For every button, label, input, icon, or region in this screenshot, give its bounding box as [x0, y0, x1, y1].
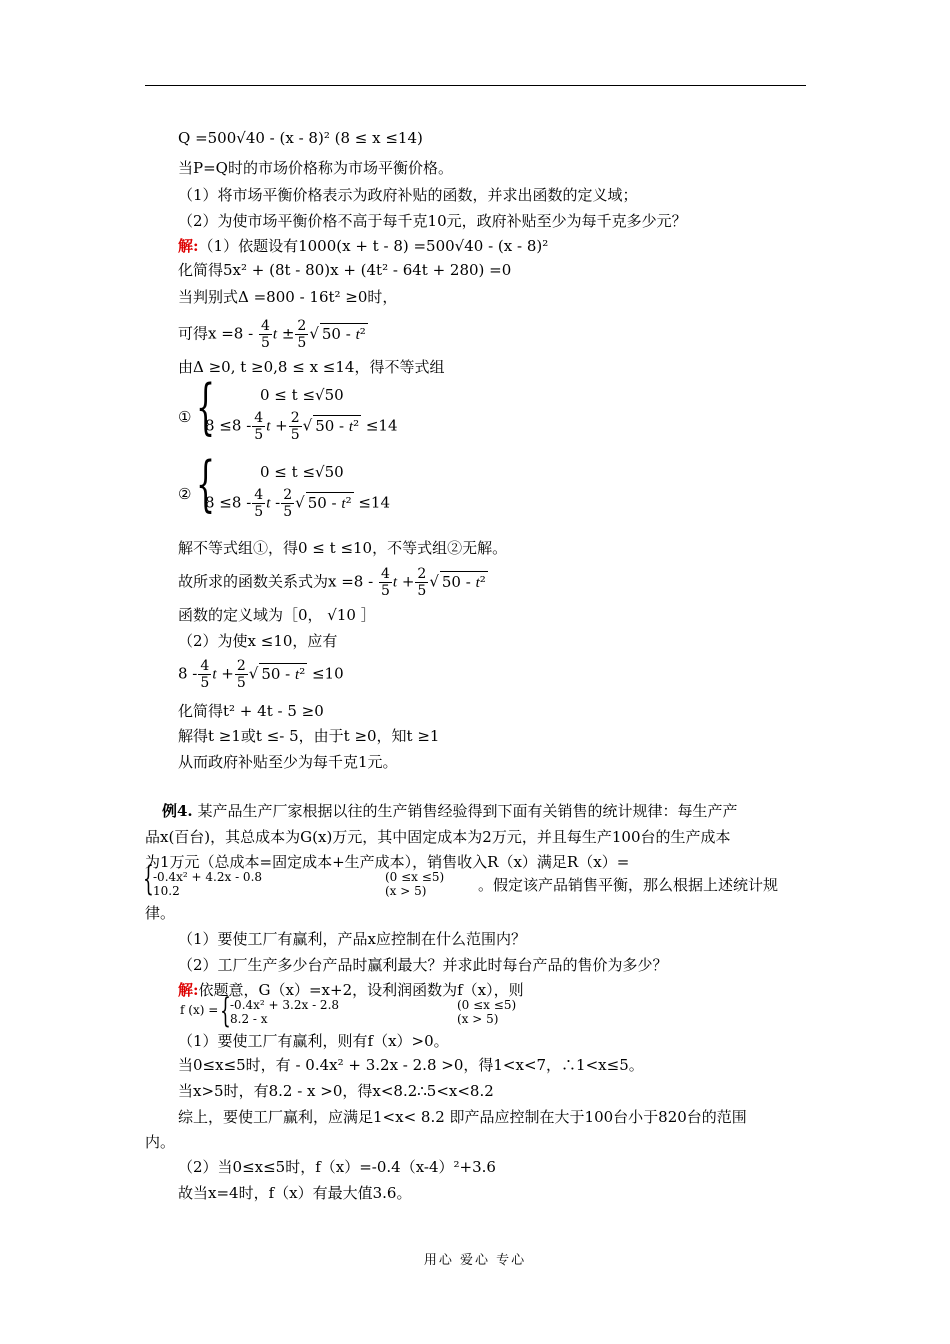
page-footer: 用心 爱心 专心 — [423, 1253, 527, 1268]
example-text: 某产品生产厂家根据以往的生产销售经验得到下面有关销售的统计规律：每生产产 — [197, 802, 738, 820]
answer-3: 当x>5时，有8.2 - x >0，得x<8.2∴5<x<8.2 — [178, 1082, 494, 1100]
brace-icon: { — [143, 859, 154, 899]
system-2-bottom: 8 ≤8 - $\frac{4}{5}$ t - $\frac{2}{5}$ √ 50 - t² ≤14 — [205, 487, 391, 520]
domain-line: 函数的定义域为［0， √10 ］ — [178, 606, 376, 624]
solution-label: 解: — [178, 237, 199, 255]
piecewise-f-2: 8.2 - x — [230, 1012, 268, 1026]
solve-x-prefix: 可得x =8 - — [178, 324, 254, 343]
system-1-label: ① — [178, 408, 192, 426]
system-1-top: 0 ≤ t ≤√50 — [260, 386, 344, 404]
answer-2: 当0≤x≤5时，有 - 0.4x² + 3.2x - 2.8 >0，得1<x<7，∴1<x≤5。 — [178, 1056, 644, 1074]
piecewise-r-cond-2: (x > 5) — [385, 884, 427, 898]
example-label: 例4. — [162, 802, 193, 820]
solve-t: 解得t ≥1或t ≤- 5，由于t ≥0，知t ≥1 — [178, 727, 440, 745]
example-4-line-5: 律。 — [145, 904, 176, 922]
simplify-line: 化简得5x² + (8t - 80)x + (4t² - 64t + 280) =0 — [178, 261, 512, 279]
example-4-line-1 — [162, 801, 737, 821]
piecewise-r-cond-1: (0 ≤x ≤5) — [385, 870, 445, 884]
text-line: 当P=Q时的市场价格称为市场平衡价格。 — [178, 159, 453, 177]
piecewise-f-cond-2: (x > 5) — [457, 1012, 499, 1026]
function-prefix: 故所求的函数关系式为x =8 - — [178, 572, 374, 591]
answer-4: 综上，要使工厂赢利，应满足1<x< 8.2 即产品应控制在大于100台小于820台的范围 — [178, 1108, 747, 1126]
example-4-q1: （1）要使工厂有赢利，产品x应控制在什么范围内？ — [178, 930, 527, 948]
brace-icon: { — [196, 372, 216, 442]
example-4-line-4: 。假定该产品销售平衡，那么根据上述统计规 — [478, 876, 779, 894]
part2-line: （2）为使x ≤10，应有 — [178, 632, 338, 650]
discriminant-line: 当判别式Δ =800 - 16t² ≥0时， — [178, 288, 398, 306]
example-4-q2: （2）工厂生产多少台产品时赢利最大？并求此时每台产品的售价为多少？ — [178, 956, 668, 974]
system-2-top: 0 ≤ t ≤√50 — [260, 463, 344, 481]
example-4-line-3: 为1万元（总成本=固定成本+生产成本），销售收入R（x）满足R（x）= — [145, 853, 630, 871]
conclusion: 从而政府补贴至少为每千克1元。 — [178, 753, 398, 771]
piecewise-f-1: -0.4x² + 3.2x - 2.8 — [230, 998, 340, 1012]
inequality-intro: 由Δ ≥0, t ≥0,8 ≤ x ≤14，得不等式组 — [178, 358, 445, 376]
piecewise-r-2: 10.2 — [153, 884, 180, 898]
system-1-bottom: 8 ≤8 - $\frac{4}{5}$ t + $\frac{2}{5}$ √ 50 - t² ≤14 — [205, 410, 398, 443]
brace-icon: { — [196, 449, 216, 519]
solve-x-line: 可得x =8 - $\frac{4}{5}$ t ± $\frac{2}{5}$ √ 50 - t² — [178, 318, 366, 351]
answer-1: （1）要使工厂有赢利，则有f（x）>0。 — [178, 1032, 449, 1050]
solution-label: 解: — [178, 981, 199, 999]
solution-text: 依题意，G（x）=x+2，设利润函数为f（x），则 — [198, 981, 524, 999]
result-line: 解不等式组①，得0 ≤ t ≤10，不等式组②无解。 — [178, 539, 508, 557]
piecewise-f-cond-1: (0 ≤x ≤5) — [457, 998, 517, 1012]
header-rule — [145, 85, 806, 86]
question-1: （1）将市场平衡价格表示为政府补贴的函数，并求出函数的定义域； — [178, 186, 638, 204]
piecewise-f-label: f (x) = — [180, 1003, 219, 1017]
example-4-line-2: 品x(百台)，其总成本为G(x)万元，其中固定成本为2万元，并且每生产100台的生产成本 — [145, 828, 731, 846]
formula-q: Q =500√40 - (x - 8)² (8 ≤ x ≤14) — [178, 129, 423, 147]
function-line: 故所求的函数关系式为x =8 - $\frac{4}{5}$ t + $\frac{2}{5}$ √ 50 - t² — [178, 566, 486, 599]
simplify-2: 化简得t² + 4t - 5 ≥0 — [178, 702, 324, 720]
answer-7: 故当x=4时，f（x）有最大值3.6。 — [178, 1184, 412, 1202]
piecewise-r-1: -0.4x² + 4.2x - 0.8 — [153, 870, 263, 884]
answer-5: 内。 — [145, 1133, 176, 1151]
brace-icon: { — [220, 991, 231, 1031]
solution-line — [178, 236, 548, 256]
solution-text: （1）依题设有1000(x + t - 8) =500√40 - (x - 8)² — [198, 237, 549, 255]
part2-inequality: 8 - $\frac{4}{5}$ t + $\frac{2}{5}$ √ 50 - t² ≤10 — [178, 658, 344, 691]
question-2: （2）为使市场平衡价格不高于每千克10元，政府补贴至少为每千克多少元？ — [178, 212, 687, 230]
answer-6: （2）当0≤x≤5时，f（x）=-0.4（x-4）²+3.6 — [178, 1158, 496, 1176]
system-2-label: ② — [178, 485, 192, 503]
